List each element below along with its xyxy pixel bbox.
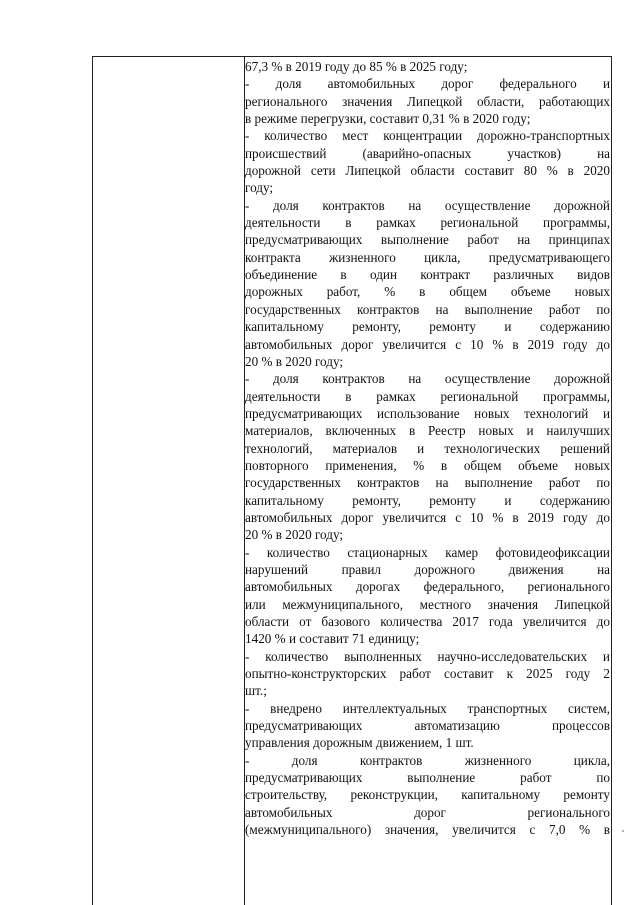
text-line: материалов, включенных в Реестр новых и наилучших [245, 423, 610, 439]
text-line: предусматривающих использование новых технологий и [245, 405, 610, 421]
text-line: повторного применения, % в общем объеме новых [245, 457, 610, 473]
text-line: деятельности в рамках региональной программы, [245, 215, 610, 231]
text-line: предусматривающих выполнение работ по [245, 770, 610, 786]
scan-artifact-dot [622, 830, 624, 832]
text-line: - доля контрактов жизненного цикла, [245, 752, 610, 768]
text-line: происшествий (аварийно-опасных участков) на [245, 145, 610, 161]
text-line: или межмуниципального, местного значения Липецкой [245, 596, 610, 612]
text-line: 67,3 % в 2019 году до 85 % в 2025 году; [245, 59, 468, 74]
text-line: нарушений правил дорожного движения на [245, 561, 610, 577]
text-line: капитальному ремонту, ремонту и содержанию [245, 319, 610, 335]
text-line: объединение в один контракт различных видов [245, 267, 610, 283]
text-line: автомобильных дорог увеличится с 10 % в 2019 году до [245, 336, 610, 352]
right-cell-text [245, 58, 610, 838]
text-line: дорожной сети Липецкой области составит 80 % в 2020 [245, 163, 610, 179]
text-line: технологий, материалов и технологических решений [245, 440, 610, 456]
text-line: (межмуниципального) значения, увеличится с 7,0 % в [245, 822, 610, 838]
text-line: - доля контрактов на осуществление дорожной [245, 197, 610, 213]
text-line: предусматривающих выполнение работ на принципах [245, 232, 610, 248]
text-line: 20 % в 2020 году; [245, 527, 344, 543]
text-line: - внедрено интеллектуальных транспортных систем, [245, 700, 610, 716]
text-line: году; [245, 180, 274, 196]
text-line: предусматривающих автоматизацию процессов [245, 718, 610, 734]
text-line: опытно-конструкторских работ составит к 2025 году 2 [245, 666, 610, 682]
text-line: контракта жизненного цикла, предусматривающего [245, 249, 610, 265]
text-line: автомобильных дорог увеличится с 10 % в 2019 году до [245, 509, 610, 525]
text-line: автомобильных дорогах федерального, регионального [245, 579, 610, 595]
text-line: дорожных работ, % в общем объеме новых [245, 284, 610, 300]
text-line: государственных контрактов на выполнение работ по [245, 475, 610, 491]
text-line: 1420 % и составит 71 единицу; [245, 631, 420, 647]
text-line: - количество выполненных научно-исследовательских и [245, 648, 610, 664]
text-line: - доля контрактов на осуществление дорожной [245, 371, 610, 387]
text-line: - количество стационарных камер фотовидеофиксации [245, 544, 610, 560]
text-line: управления дорожным движением, 1 шт. [245, 735, 474, 751]
text-line: 20 % в 2020 году; [245, 353, 344, 369]
text-line: строительству, реконструкции, капитальному ремонту [245, 787, 610, 803]
text-line: капитальному ремонту, ремонту и содержанию [245, 492, 610, 508]
text-line: области от базового количества 2017 года увеличится до [245, 614, 610, 629]
text-line: - доля автомобильных дорог федерального и [245, 76, 610, 92]
text-line: шт.; [245, 683, 267, 699]
text-line: государственных контрактов на выполнение работ по [245, 301, 610, 317]
text-line: регионального значения Липецкой области, работающих [245, 93, 610, 109]
text-line: - количество мест концентрации дорожно-транспортных [245, 128, 610, 144]
text-line: автомобильных дорог регионального [245, 804, 610, 820]
text-line: деятельности в рамках региональной программы, [245, 388, 610, 404]
text-line: в режиме перегрузки, составит 0,31 % в 2020 году; [245, 111, 531, 127]
left-cell-empty [93, 57, 243, 905]
